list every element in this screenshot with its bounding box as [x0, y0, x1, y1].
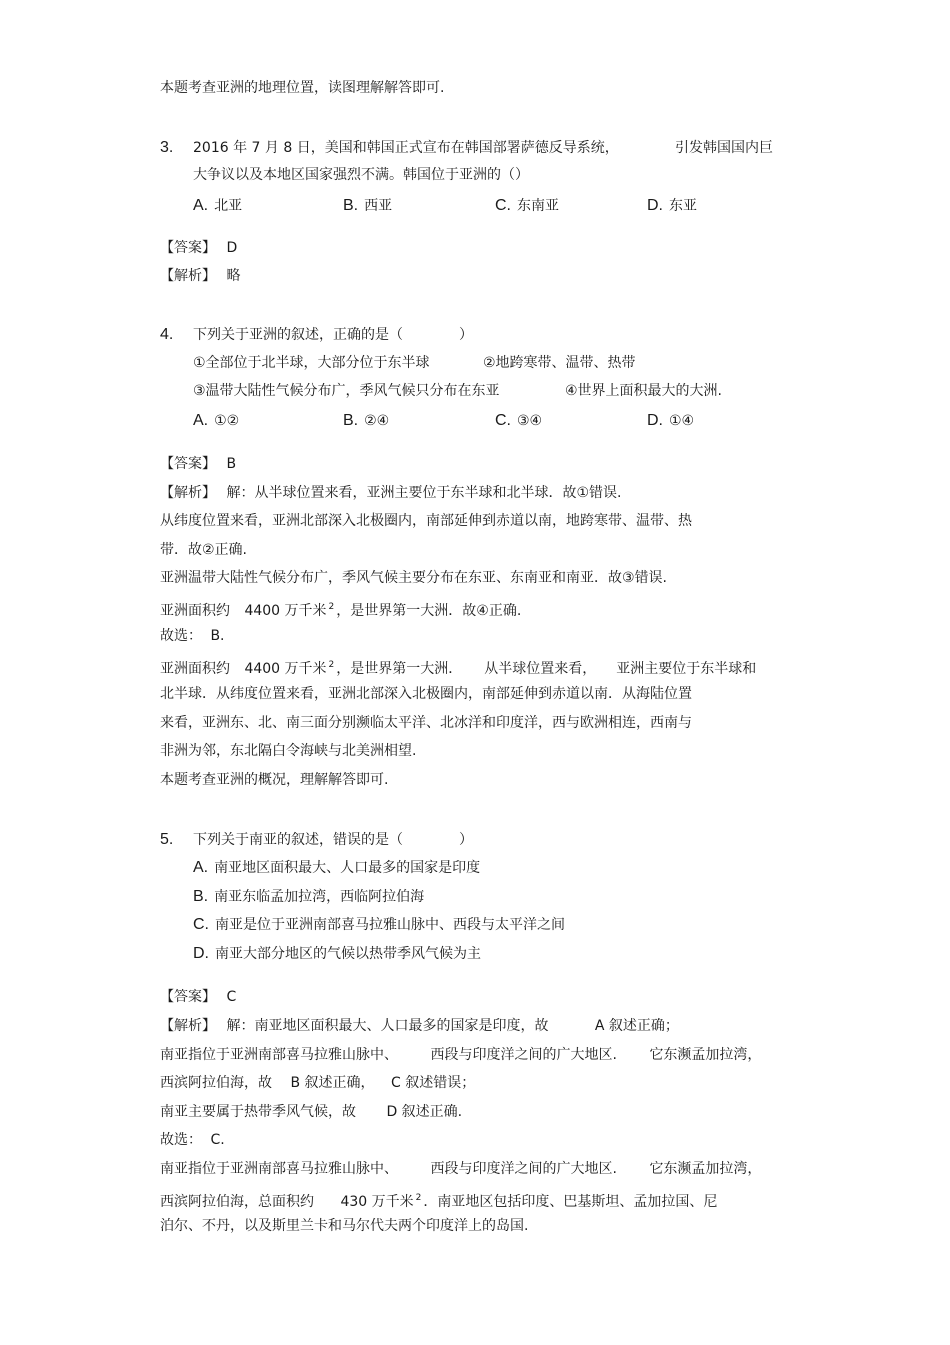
summary-text: 亚洲面积约: [160, 661, 230, 677]
option-text: ①②: [214, 413, 240, 429]
question-4-summary-line-5: 本题考查亚洲的概况，理解解答即可.: [160, 772, 389, 788]
analysis-text: 略: [226, 268, 241, 284]
question-3-stem-part1: 2016 年 7 月 8 日，美国和韩国正式宣布在韩国部署萨德反导系统，: [193, 140, 619, 156]
analysis-text: C 叙述错误；: [390, 1075, 476, 1091]
question-5-analysis-line-4: [160, 1102, 462, 1122]
option-text: ②④: [364, 413, 390, 429]
question-5-option-c: [193, 915, 565, 935]
option-letter: C.: [495, 197, 511, 214]
answer-value: B: [226, 456, 237, 472]
summary-text: 它东濒孟加拉湾，: [649, 1161, 762, 1177]
answer-value: D: [226, 240, 238, 256]
option-letter: C.: [495, 412, 511, 429]
option-text: 东亚: [669, 198, 697, 214]
analysis-text: 它东濒孟加拉湾，: [649, 1047, 762, 1063]
question-3-option-c: [495, 196, 559, 216]
analysis-text: D 叙述正确.: [386, 1104, 463, 1120]
analysis-text: A 叙述正确；: [594, 1018, 679, 1034]
question-3-stem-line2: 大争议以及本地区国家强烈不满。韩国位于亚洲的（）: [193, 167, 529, 183]
summary-text: ，是世界第一大洲．: [336, 661, 463, 677]
analysis-label: 【解析】: [160, 485, 216, 501]
analysis-area-value: 4400 万千米: [244, 603, 327, 619]
superscript: 2: [328, 660, 335, 670]
summary-text: ．南亚地区包括印度、巴基斯坦、孟加拉国、尼: [423, 1194, 718, 1210]
summary-area-value: 4400 万千米: [244, 661, 327, 677]
question-4-option-d: [647, 411, 694, 431]
answer-value: C: [226, 989, 237, 1005]
question-3-option-d: [647, 196, 697, 216]
option-letter: A.: [193, 412, 209, 429]
option-letter: B.: [343, 197, 359, 214]
option-letter: B.: [193, 888, 209, 905]
question-3-answer: [160, 238, 237, 258]
question-5-summary-line-1: [160, 1159, 761, 1179]
question-5-option-d: [193, 944, 481, 964]
question-5-analysis-line-2: [160, 1045, 761, 1065]
question-5-summary-line-2: [160, 1188, 717, 1212]
summary-text: 亚洲主要位于东半球和: [616, 661, 757, 677]
question-4-analysis-line-4: 亚洲温带大陆性气候分布广，季风气候主要分布在东亚、东南亚和南亚．故③错误.: [160, 570, 667, 586]
question-3-stem-part2: 引发韩国国内巨: [675, 140, 773, 156]
option-text: 南亚东临孟加拉湾，西临阿拉伯海: [214, 889, 425, 905]
question-4-option-a: [193, 411, 239, 431]
question-5-analysis-line-3: [160, 1073, 475, 1093]
question-4-analysis-line-3: 带．故②正确.: [160, 542, 248, 558]
option-text: 南亚大部分地区的气候以热带季风气候为主: [215, 946, 481, 962]
question-3-option-a: [193, 196, 242, 216]
question-5-number: 5.: [160, 831, 174, 848]
question-4-item-2: ②地跨寒带、温带、热带: [483, 355, 636, 371]
superscript: 2: [415, 1193, 422, 1203]
option-letter: D.: [647, 197, 663, 214]
analysis-text: ，是世界第一大洲．故④正确.: [336, 603, 522, 619]
question-3-option-b: [343, 196, 392, 216]
question-4-analysis-line-5: [160, 597, 521, 621]
choose-label: 故选：: [160, 1132, 202, 1148]
option-text: 南亚是位于亚洲南部喜马拉雅山脉中、西段与太平洋之间: [215, 917, 565, 933]
question-4-answer: [160, 454, 236, 474]
question-4-option-c: [495, 411, 542, 431]
question-4-summary-line-1: [160, 655, 756, 679]
choose-value: C.: [210, 1132, 225, 1148]
question-4-number: 4.: [160, 326, 174, 343]
option-text: ①④: [669, 413, 695, 429]
answer-label: 【答案】: [160, 989, 216, 1005]
question-5-stem: 下列关于南亚的叙述，错误的是（ ）: [193, 832, 473, 848]
choose-value: B.: [210, 628, 225, 644]
question-4-summary-line-4: 非洲为邻，东北隔白令海峡与北美洲相望.: [160, 743, 417, 759]
question-4-item-1: ①全部位于北半球，大部分位于东半球: [193, 355, 430, 371]
analysis-text: 西滨阿拉伯海，故: [160, 1075, 272, 1091]
question-4-summary-line-2: 北半球．从纬度位置来看，亚洲北部深入北极圈内，南部延伸到赤道以南．从海陆位置: [160, 686, 692, 702]
analysis-text: 解：南亚地区面积最大、人口最多的国家是印度，故: [226, 1018, 549, 1034]
option-letter: A.: [193, 859, 209, 876]
question-5-answer: [160, 987, 236, 1007]
question-3-analysis: [160, 266, 240, 286]
analysis-text: B 叙述正确，: [290, 1075, 375, 1091]
question-4-summary-line-3: 来看，亚洲东、北、南三面分别濒临太平洋、北冰洋和印度洋，西与欧洲相连，西南与: [160, 715, 692, 731]
answer-label: 【答案】: [160, 240, 216, 256]
option-text: 北亚: [214, 198, 243, 214]
question-4-analysis-line-2: 从纬度位置来看，亚洲北部深入北极圈内，南部延伸到赤道以南，地跨寒带、温带、热: [160, 513, 692, 529]
analysis-label: 【解析】: [160, 1018, 216, 1034]
question-4-analysis-line-1: [160, 483, 621, 503]
summary-text: 从半球位置来看，: [484, 661, 597, 677]
intro-line: 本题考查亚洲的地理位置，读图理解解答即可.: [160, 80, 445, 96]
question-4-choose: [160, 626, 225, 646]
summary-text: 西段与印度洋之间的广大地区.: [430, 1161, 617, 1177]
analysis-text: 亚洲面积约: [160, 603, 230, 619]
option-letter: B.: [343, 412, 359, 429]
question-4-item-4: ④世界上面积最大的大洲.: [565, 383, 723, 399]
analysis-text: 解：从半球位置来看，亚洲主要位于东半球和北半球．故①错误.: [226, 485, 622, 501]
option-letter: A.: [193, 197, 209, 214]
superscript: 2: [328, 602, 335, 612]
analysis-text: 南亚指位于亚洲南部喜马拉雅山脉中、: [160, 1047, 398, 1063]
option-text: 东南亚: [517, 198, 559, 214]
analysis-text: 南亚主要属于热带季风气候，故: [160, 1104, 356, 1120]
question-5-analysis-line-1: [160, 1016, 679, 1036]
question-5-option-a: [193, 858, 480, 878]
analysis-text: 西段与印度洋之间的广大地区.: [430, 1047, 617, 1063]
question-5-summary-line-3: 泊尔、不丹，以及斯里兰卡和马尔代夫两个印度洋上的岛国.: [160, 1218, 529, 1234]
question-5-option-b: [193, 887, 424, 907]
summary-text: 南亚指位于亚洲南部喜马拉雅山脉中、: [160, 1161, 398, 1177]
summary-text: 西滨阿拉伯海，总面积约: [160, 1194, 314, 1210]
option-letter: C.: [193, 916, 209, 933]
question-5-choose: [160, 1130, 225, 1150]
question-4-stem: 下列关于亚洲的叙述，正确的是（ ）: [193, 327, 473, 343]
question-4-item-3: ③温带大陆性气候分布广，季风气候只分布在东亚: [193, 383, 500, 399]
summary-area-value: 430 万千米: [340, 1194, 414, 1210]
option-text: 南亚地区面积最大、人口最多的国家是印度: [214, 860, 481, 876]
analysis-label: 【解析】: [160, 268, 216, 284]
question-3-number: 3.: [160, 139, 174, 156]
option-letter: D.: [647, 412, 663, 429]
question-4-option-b: [343, 411, 389, 431]
answer-label: 【答案】: [160, 456, 216, 472]
choose-label: 故选：: [160, 628, 202, 644]
option-letter: D.: [193, 945, 209, 962]
option-text: ③④: [517, 413, 543, 429]
option-text: 西亚: [364, 198, 393, 214]
